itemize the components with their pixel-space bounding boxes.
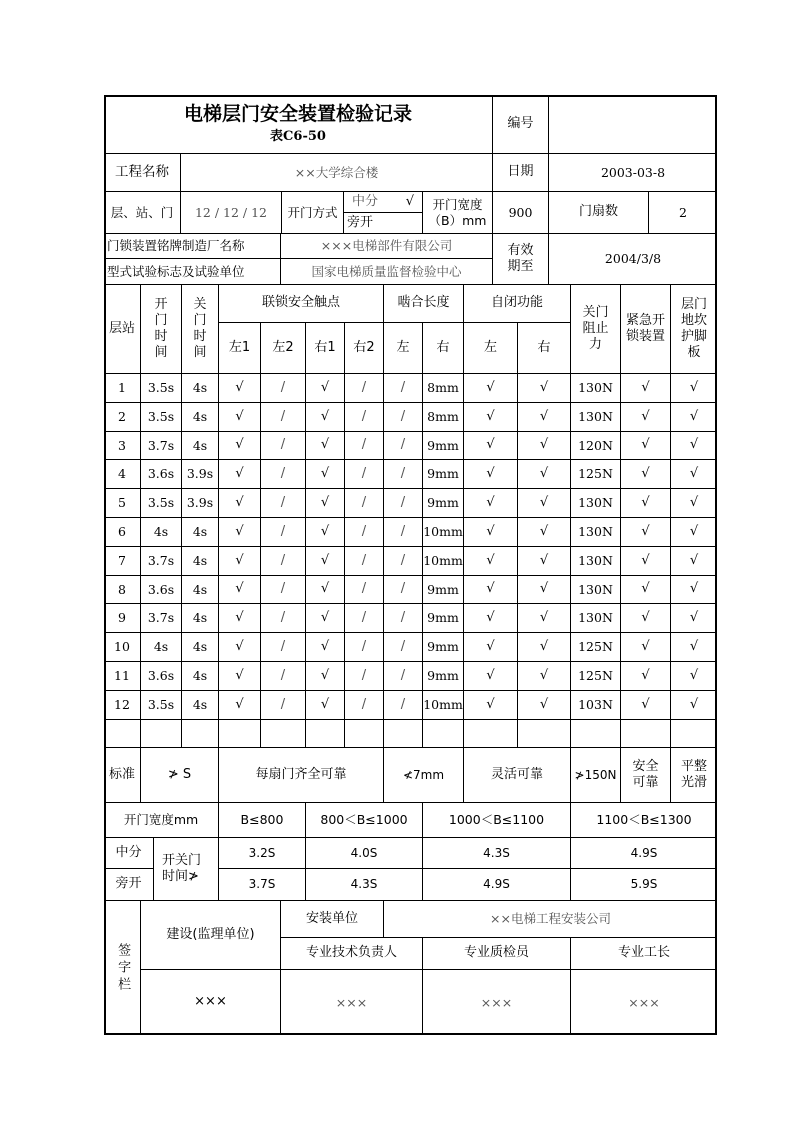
cell-right2: /	[344, 402, 384, 432]
cell-left2: /	[260, 517, 306, 547]
header-right1: 右1	[305, 322, 345, 374]
header-interlock: 联锁安全触点	[218, 284, 384, 323]
cell-mesh-left: /	[383, 661, 423, 691]
cell-right2: /	[344, 373, 384, 403]
cell-emergency: √	[620, 546, 671, 576]
cell-left2: /	[260, 632, 306, 662]
cell-close-force: 130N	[570, 517, 621, 547]
side-open-row-label: 旁开	[104, 868, 154, 901]
cell-right2: /	[344, 603, 384, 633]
cell-emergency: √	[620, 661, 671, 691]
cell-mesh-left: /	[383, 459, 423, 489]
cell-left1	[218, 719, 261, 748]
header-mesh-left: 左	[383, 322, 423, 374]
cell-mesh-right: 10mm	[422, 546, 464, 576]
cell-open-time: 3.7s	[140, 546, 182, 576]
cell-emergency: √	[620, 402, 671, 432]
cell-self-close-left: √	[463, 431, 518, 460]
cell-mesh-right: 9mm	[422, 459, 464, 489]
cell-mesh-right: 9mm	[422, 575, 464, 604]
cell-mesh-left: /	[383, 402, 423, 432]
cell-close-time: 4s	[181, 517, 219, 547]
cell-close-time: 4s	[181, 546, 219, 576]
cell-emergency: √	[620, 603, 671, 633]
cell-left2: /	[260, 402, 306, 432]
cell-left2: /	[260, 459, 306, 489]
cell-right2: /	[344, 517, 384, 547]
date-value: 2003-03-8	[548, 153, 717, 192]
cell-self-close-left: √	[463, 575, 518, 604]
cell-open-time: 3.7s	[140, 431, 182, 460]
cell-left1: √	[218, 373, 261, 403]
cell-left1: √	[218, 690, 261, 720]
cell-left1: √	[218, 603, 261, 633]
standard-time: ≯ S	[140, 747, 219, 803]
cell-self-close-left: √	[463, 546, 518, 576]
cell-station: 3	[104, 431, 141, 460]
cell-mesh-left: /	[383, 373, 423, 403]
cell-sill: √	[670, 431, 717, 460]
center-time-1: 3.2S	[218, 837, 306, 869]
floors-label: 层、站、门	[104, 191, 181, 234]
cell-left2: /	[260, 690, 306, 720]
cell-mesh-right: 9mm	[422, 488, 464, 518]
form-title: 电梯层门安全装置检验记录	[183, 103, 412, 125]
cell-self-close-left: √	[463, 459, 518, 489]
standard-sill: 平整光滑	[670, 747, 717, 803]
cell-right1: √	[305, 632, 345, 662]
cell-close-force: 125N	[570, 661, 621, 691]
cell-mesh-left: /	[383, 575, 423, 604]
cell-station: 9	[104, 603, 141, 633]
cell-station: 8	[104, 575, 141, 604]
cell-close-time: 4s	[181, 431, 219, 460]
cell-left2: /	[260, 603, 306, 633]
lock-maker-label: 门锁装置铭牌制造厂名称	[104, 233, 281, 259]
cell-station	[104, 719, 141, 748]
header-self-close-left: 左	[463, 322, 518, 374]
type-test-label: 型式试验标志及试验单位	[104, 258, 281, 285]
cell-left2: /	[260, 661, 306, 691]
cell-close-time	[181, 719, 219, 748]
cell-station: 6	[104, 517, 141, 547]
door-leaves-label: 门扇数	[548, 191, 649, 234]
cell-open-time: 3.5s	[140, 690, 182, 720]
cell-open-time: 3.6s	[140, 459, 182, 489]
cell-right2	[344, 719, 384, 748]
tech-lead-signature: ×××	[280, 969, 423, 1035]
cell-mesh-left: /	[383, 546, 423, 576]
center-open-check: √	[405, 193, 414, 209]
cell-open-time: 3.5s	[140, 373, 182, 403]
cell-emergency: √	[620, 373, 671, 403]
cell-right2: /	[344, 459, 384, 489]
cell-close-force: 130N	[570, 546, 621, 576]
cell-sill: √	[670, 459, 717, 489]
cell-self-close-left: √	[463, 517, 518, 547]
cell-close-force: 130N	[570, 402, 621, 432]
cell-station: 12	[104, 690, 141, 720]
cell-close-force: 125N	[570, 459, 621, 489]
project-name-label: 工程名称	[104, 153, 181, 192]
cell-self-close-right: √	[517, 632, 571, 662]
form-code: 表C6-50	[270, 128, 326, 144]
cell-close-time: 4s	[181, 402, 219, 432]
cell-sill: √	[670, 575, 717, 604]
cell-open-time: 3.6s	[140, 575, 182, 604]
cell-close-force: 120N	[570, 431, 621, 460]
cell-right1: √	[305, 603, 345, 633]
cell-mesh-right: 9mm	[422, 632, 464, 662]
header-self-close-right: 右	[517, 322, 571, 374]
cell-mesh-left: /	[383, 431, 423, 460]
center-open-option	[343, 191, 423, 213]
header-open-time: 开门时间	[140, 284, 182, 374]
number-label: 编号	[492, 95, 549, 154]
cell-self-close-right: √	[517, 661, 571, 691]
cell-right1: √	[305, 459, 345, 489]
cell-self-close-right: √	[517, 575, 571, 604]
cell-left1: √	[218, 431, 261, 460]
door-leaves-value: 2	[648, 191, 717, 234]
cell-self-close-left: √	[463, 402, 518, 432]
width-table-label: 开门宽度mm	[104, 802, 219, 838]
header-emergency-unlock: 紧急开锁装置	[620, 284, 671, 374]
cell-close-time: 4s	[181, 603, 219, 633]
header-station: 层站	[104, 284, 141, 374]
cell-self-close-left	[463, 719, 518, 748]
width-range-2: 800＜B≤1000	[305, 802, 423, 838]
cell-right1: √	[305, 488, 345, 518]
lock-maker-value: ×××电梯部件有限公司	[280, 233, 493, 259]
cell-close-time: 4s	[181, 575, 219, 604]
cell-sill: √	[670, 546, 717, 576]
header-close-resist: 关门阻止力	[570, 284, 621, 374]
cell-left2: /	[260, 488, 306, 518]
side-time-4: 5.9S	[570, 868, 717, 901]
header-left1: 左1	[218, 322, 261, 374]
door-width-value: 900	[492, 191, 549, 234]
cell-left2	[260, 719, 306, 748]
cell-station: 10	[104, 632, 141, 662]
cell-left1: √	[218, 402, 261, 432]
cell-close-time: 3.9s	[181, 488, 219, 518]
project-name-value: ××大学综合楼	[180, 153, 493, 192]
cell-self-close-left: √	[463, 488, 518, 518]
cell-right1: √	[305, 546, 345, 576]
cell-left1: √	[218, 661, 261, 691]
installer-value: ××电梯工程安装公司	[383, 900, 717, 938]
cell-open-time: 3.5s	[140, 488, 182, 518]
header-close-time: 关门时间	[181, 284, 219, 374]
cell-left1: √	[218, 546, 261, 576]
cell-close-force: 130N	[570, 373, 621, 403]
door-width-label: 开门宽度（B）mm	[422, 191, 493, 234]
tech-lead-label: 专业技术负责人	[280, 937, 423, 970]
cell-sill: √	[670, 373, 717, 403]
center-time-4: 4.9S	[570, 837, 717, 869]
standard-emergency: 安全可靠	[620, 747, 671, 803]
signature-section-label: 签字栏	[104, 900, 141, 1035]
cell-emergency: √	[620, 517, 671, 547]
cell-right1: √	[305, 661, 345, 691]
cell-self-close-right: √	[517, 373, 571, 403]
cell-open-time: 4s	[140, 517, 182, 547]
cell-right2: /	[344, 661, 384, 691]
cell-left2: /	[260, 575, 306, 604]
cell-station: 7	[104, 546, 141, 576]
cell-left2: /	[260, 431, 306, 460]
cell-sill: √	[670, 632, 717, 662]
valid-until-value: 2004/3/8	[548, 233, 717, 285]
cell-emergency	[620, 719, 671, 748]
cell-mesh-right: 9mm	[422, 603, 464, 633]
cell-left1: √	[218, 488, 261, 518]
header-mesh-length: 啮合长度	[383, 284, 464, 323]
number-value	[548, 95, 717, 154]
cell-open-time: 3.7s	[140, 603, 182, 633]
owner-label: 建设(监理单位)	[140, 900, 281, 970]
foreman-signature: ×××	[570, 969, 717, 1035]
cell-self-close-right: √	[517, 488, 571, 518]
center-time-3: 4.3S	[422, 837, 571, 869]
side-open-label: 旁开	[343, 212, 423, 234]
cell-left1: √	[218, 575, 261, 604]
cell-right1: √	[305, 373, 345, 403]
cell-right2: /	[344, 632, 384, 662]
cell-close-time: 4s	[181, 661, 219, 691]
header-sill-guard: 层门地坎护脚板	[670, 284, 717, 374]
standard-force: ≯150N	[570, 747, 621, 803]
cell-right2: /	[344, 431, 384, 460]
cell-self-close-left: √	[463, 632, 518, 662]
cell-open-time	[140, 719, 182, 748]
cell-mesh-left	[383, 719, 423, 748]
header-mesh-right: 右	[422, 322, 464, 374]
cell-right2: /	[344, 546, 384, 576]
open-mode-label: 开门方式	[281, 191, 344, 234]
cell-mesh-right: 10mm	[422, 690, 464, 720]
valid-until-label: 有效期至	[492, 233, 549, 285]
cell-self-close-left: √	[463, 373, 518, 403]
standard-mesh: ≮7mm	[383, 747, 464, 803]
cell-close-time: 4s	[181, 632, 219, 662]
cell-station: 1	[104, 373, 141, 403]
cell-emergency: √	[620, 459, 671, 489]
cell-left2: /	[260, 546, 306, 576]
floors-value: 12 / 12 / 12	[180, 191, 282, 234]
cell-mesh-left: /	[383, 517, 423, 547]
cell-mesh-left: /	[383, 690, 423, 720]
cell-station: 2	[104, 402, 141, 432]
cell-right1: √	[305, 517, 345, 547]
cell-close-time: 4s	[181, 690, 219, 720]
cell-self-close-left: √	[463, 661, 518, 691]
cell-right1: √	[305, 402, 345, 432]
cell-close-force: 130N	[570, 603, 621, 633]
cell-close-force: 130N	[570, 488, 621, 518]
header-left2: 左2	[260, 322, 306, 374]
cell-sill	[670, 719, 717, 748]
cell-self-close-right: √	[517, 546, 571, 576]
cell-self-close-right: √	[517, 603, 571, 633]
cell-right2: /	[344, 575, 384, 604]
cell-mesh-right: 8mm	[422, 373, 464, 403]
qc-inspector-label: 专业质检员	[422, 937, 571, 970]
cell-mesh-left: /	[383, 488, 423, 518]
date-label: 日期	[492, 153, 549, 192]
cell-sill: √	[670, 603, 717, 633]
center-time-2: 4.0S	[305, 837, 423, 869]
cell-right1: √	[305, 690, 345, 720]
cell-right2: /	[344, 690, 384, 720]
side-time-2: 4.3S	[305, 868, 423, 901]
cell-close-time: 4s	[181, 373, 219, 403]
center-open-label: 中分	[352, 193, 379, 209]
side-time-1: 3.7S	[218, 868, 306, 901]
standard-interlock: 每扇门齐全可靠	[218, 747, 384, 803]
cell-mesh-right: 8mm	[422, 402, 464, 432]
cell-emergency: √	[620, 431, 671, 460]
cell-close-time: 3.9s	[181, 459, 219, 489]
cell-mesh-right	[422, 719, 464, 748]
cell-right2: /	[344, 488, 384, 518]
cell-left1: √	[218, 632, 261, 662]
cell-right1: √	[305, 575, 345, 604]
cell-sill: √	[670, 661, 717, 691]
cell-open-time: 4s	[140, 632, 182, 662]
cell-station: 11	[104, 661, 141, 691]
cell-emergency: √	[620, 488, 671, 518]
cell-self-close-right: √	[517, 431, 571, 460]
cell-close-force: 125N	[570, 632, 621, 662]
cell-sill: √	[670, 488, 717, 518]
cell-open-time: 3.5s	[140, 402, 182, 432]
width-range-4: 1100＜B≤1300	[570, 802, 717, 838]
side-time-3: 4.9S	[422, 868, 571, 901]
cell-close-force: 130N	[570, 575, 621, 604]
cell-self-close-right: √	[517, 517, 571, 547]
foreman-label: 专业工长	[570, 937, 717, 970]
cell-self-close-left: √	[463, 603, 518, 633]
width-range-1: B≤800	[218, 802, 306, 838]
cell-open-time: 3.6s	[140, 661, 182, 691]
cell-mesh-left: /	[383, 603, 423, 633]
header-right2: 右2	[344, 322, 384, 374]
type-test-value: 国家电梯质量监督检验中心	[280, 258, 493, 285]
center-open-row-label: 中分	[104, 837, 154, 869]
installer-label: 安装单位	[280, 900, 384, 938]
cell-emergency: √	[620, 690, 671, 720]
header-self-close: 自闭功能	[463, 284, 571, 323]
cell-mesh-right: 9mm	[422, 661, 464, 691]
form-title-block	[104, 95, 493, 154]
cell-station: 5	[104, 488, 141, 518]
cell-close-force: 103N	[570, 690, 621, 720]
cell-self-close-right: √	[517, 690, 571, 720]
cell-sill: √	[670, 517, 717, 547]
standard-label: 标准	[104, 747, 141, 803]
cell-close-force	[570, 719, 621, 748]
cell-right1: √	[305, 431, 345, 460]
cell-self-close-left: √	[463, 690, 518, 720]
cell-left1: √	[218, 459, 261, 489]
cell-self-close-right: √	[517, 402, 571, 432]
door-time-label: 开关门时间≯	[153, 837, 219, 901]
standard-self-close: 灵活可靠	[463, 747, 571, 803]
cell-right1	[305, 719, 345, 748]
cell-sill: √	[670, 690, 717, 720]
cell-mesh-left: /	[383, 632, 423, 662]
cell-mesh-right: 9mm	[422, 431, 464, 460]
cell-emergency: √	[620, 575, 671, 604]
cell-self-close-right: √	[517, 459, 571, 489]
cell-sill: √	[670, 402, 717, 432]
cell-mesh-right: 10mm	[422, 517, 464, 547]
width-range-3: 1000＜B≤1100	[422, 802, 571, 838]
cell-left1: √	[218, 517, 261, 547]
owner-signature: ×××	[140, 969, 281, 1035]
cell-station: 4	[104, 459, 141, 489]
cell-emergency: √	[620, 632, 671, 662]
cell-self-close-right	[517, 719, 571, 748]
qc-inspector-signature: ×××	[422, 969, 571, 1035]
cell-left2: /	[260, 373, 306, 403]
